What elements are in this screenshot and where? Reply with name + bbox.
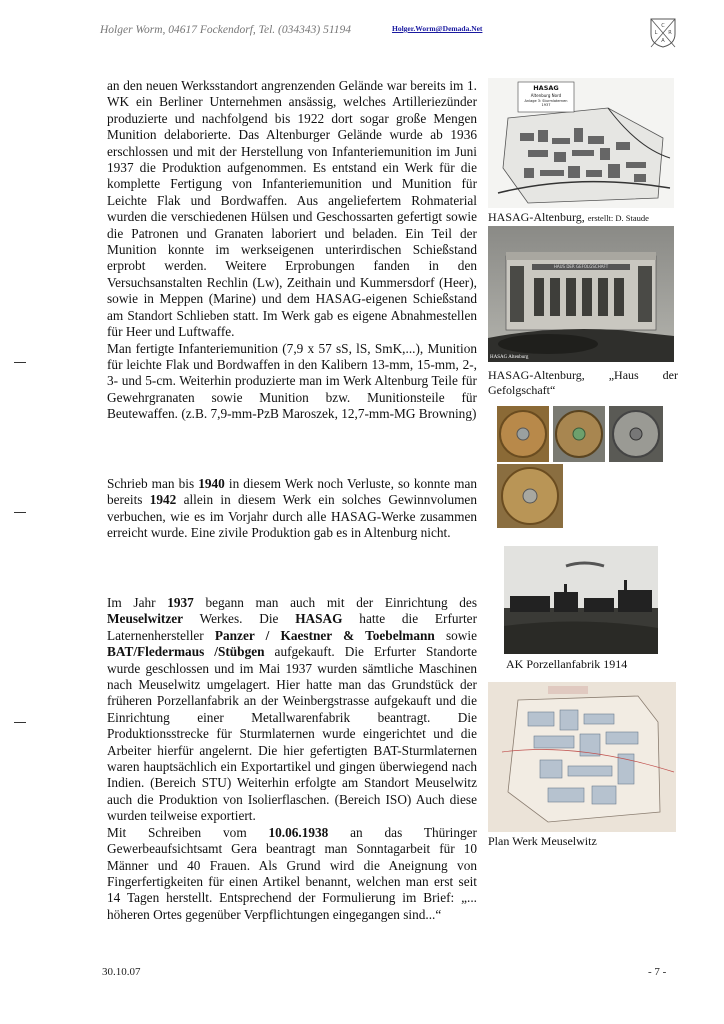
figure-site-map	[488, 78, 674, 208]
caption-postcard: AK Porzellanfabrik 1914	[506, 657, 628, 671]
paragraph: an den neuen Werksstandort angrenzenden Gelände war bereits im 1. WK ein Berliner Unternehmen ansässig, welches Artilleriezünder produzierte und nachfolgend bis 1922 dort sogar große Mengen Munition delaborierte. Das Altenburger Gelände wurde ab 1936 erschlossen und mit der Herstellung von Infanteriemunition im Juni 1937 die Produktion aufgenommen. Es entstand ein Werk für die komplette Fertigung von Infanteriemunition und Munition für Leichte Flak und Bordwaffen. Aus angeliefertem Rohmaterial wurden die verschiedenen Hülsen und Geschossarten gefertigt sowie die Patronen und Granaten laboriert und beladen. Ein Teil der Munition konnte im werkseigenen unterirdischen Schießstand erprobt werden. Weitere Erprobungen fanden in den Versuchsanstalten Rechlin (Lw), Zeithain und Kummersdorf (Heer), sowie in Meppen (Marine) und dem HASAG-eigenen Schießstand am Standort Schlieben statt. Im Werk gab es eigene Abnahmestellen für Heer und Luftwaffe.	[107, 78, 477, 340]
factory-plan-drawing	[488, 682, 676, 832]
photo-tiny-label: HASAG Altenburg	[490, 355, 529, 360]
footer-page-number: - 7 -	[648, 966, 667, 978]
paragraph: Mit Schreiben vom 10.06.1938 an das Thüringer Gewerbeaufsichtsamt Gera beantragt man Sonntagarbeit für 10 Männer und 40 Frauen. Als Grund wird die Aneignung von Fingerfertigkeiten für einen Artikel benannt, welchen man erst seit 14 Tagen herstellt. Entsprechend der Formulierung im Brief: „... höheren Ortes gegenüber Verpflichtungen eingegangen sind...“	[107, 824, 477, 922]
text-block-altenburg	[107, 78, 477, 423]
margin-mark	[14, 362, 26, 363]
figure-building-photo	[488, 226, 674, 362]
map-inset-subtitle: Anlage 3: Sturmlaternen 1937	[524, 99, 568, 107]
coat-of-arms-logo	[650, 18, 676, 48]
caption-factory-plan: Plan Werk Meuselwitz	[488, 834, 597, 848]
header-author-line: Holger Worm, 04617 Fockendorf, Tel. (034343) 51194	[100, 24, 351, 36]
svg-text:C: C	[661, 23, 665, 29]
building-sign: HAUS DER GEFOLGSCHAFT	[553, 264, 609, 269]
caption-building: HASAG-Altenburg, „Haus der Gefolgschaft“	[488, 368, 678, 397]
margin-mark	[14, 722, 26, 723]
header-email-link[interactable]: Holger.Worm@Demada.Net	[392, 24, 483, 33]
caption-credit: erstellt: D. Staude	[587, 213, 649, 223]
svg-text:A: A	[661, 38, 665, 44]
building-photo-drawing	[488, 226, 674, 362]
svg-text:R: R	[668, 30, 672, 36]
figure-postcard-photo	[504, 546, 658, 654]
caption-site-map: HASAG-Altenburg, erstellt: D. Staude	[488, 210, 649, 224]
site-map-drawing	[488, 78, 674, 208]
paragraph: Im Jahr 1937 begann man auch mit der Einrichtung des Meuselwitzer Werkes. Die HASAG hatte die Erfurter Laternenhersteller Panzer / Kaestner & Toebelmann sowie BAT/Fledermaus /Stübgen aufgekauft. Die Erfurter Standorte wurde geschlossen und im Mai 1937 wurden sämtliche Maschinen nach Meuselwitz umgelagert. Hier hatte man das Grundstück der früheren Porzellanfabrik an der Weinbergstrasse aufgekauft und die Einrichtung einer Metallwarenfabrik beantragt. Die Produktionsstrecke für Sturmlaternen wurde eingerichtet und die Arbeiter hierfür angelernt. Die hier gefertigten BAT-Sturmlaternen waren hauptsächlich ein Exportartikel und gingen überwiegend nach Indien. (Bereich STU) Weiterhin erfolgte am Standort Meuselwitz auch die Produktion von Isolierflaschen. (Bereich ISO) Auch diese wurden teilweise exportiert.	[107, 595, 478, 824]
text-block-profit	[107, 476, 477, 542]
cartridge-heads-drawing	[497, 406, 667, 530]
map-inset-title: HASAG	[533, 84, 559, 92]
paragraph: Schrieb man bis 1940 in diesem Werk noch Verluste, so konnte man bereits 1942 allein in diesem Werk ein solches Gewinnvolumen verbuchen, wie es im Vorjahr durch alle HASAG-Werke zusammen erreicht wurde. Eine zivile Produktion gab es in Altenburg nicht.	[107, 476, 477, 541]
figure-cartridge-heads	[497, 406, 667, 530]
postcard-photo-drawing	[504, 546, 658, 654]
svg-text:L: L	[654, 30, 658, 36]
map-inset-subtitle: Altenburg Nord	[530, 93, 562, 98]
figure-factory-plan	[488, 682, 676, 832]
margin-mark	[14, 512, 26, 513]
paragraph: Man fertigte Infanteriemunition (7,9 x 57 sS, lS, SmK,...), Munition für leichte Flak und Bordwaffen in den Kalibern 13-mm, 15-mm, 2-, 3- und 5-cm. Weiterhin produzierte man im Werk Altenburg Teile für Gewehrgranaten sowie Munition bzw. Munitionsteile für Beutewaffen. (z.B. 7,9-mm-PzB Maroszek, 12,7-mm-MG Browning)	[107, 340, 477, 422]
text-block-meuselwitz	[107, 595, 477, 923]
footer-date: 30.10.07	[102, 966, 141, 978]
